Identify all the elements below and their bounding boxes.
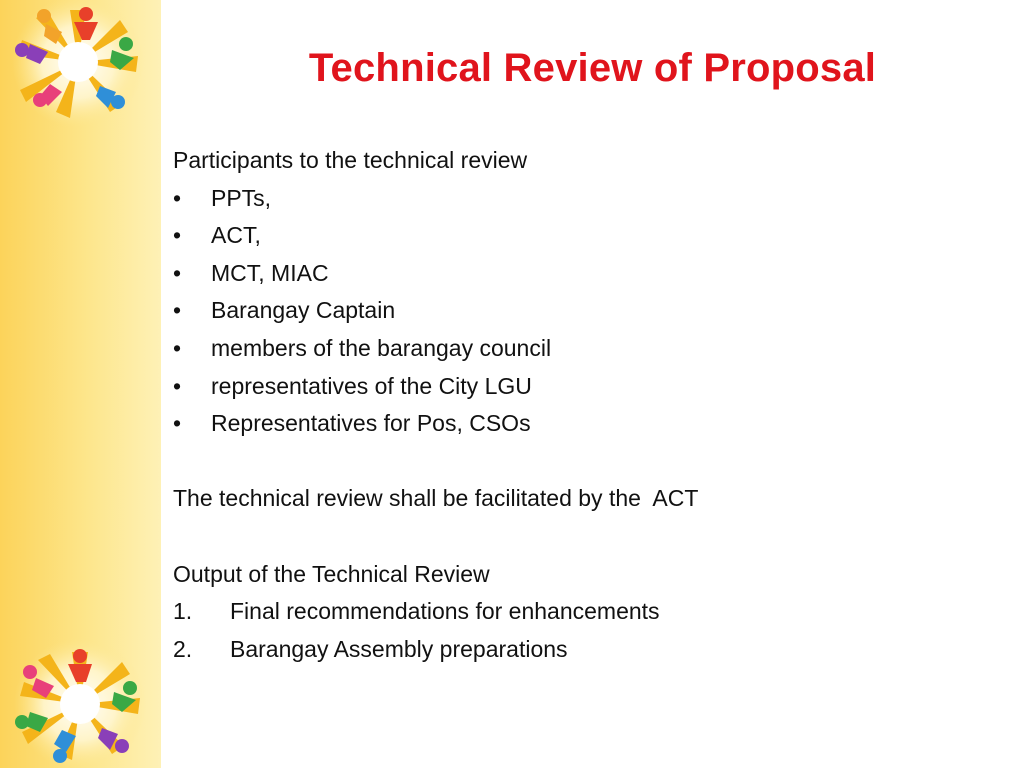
logo-top-svg — [0, 0, 161, 130]
facilitation-text: The technical review shall be facilitated by the ACT — [173, 485, 699, 512]
bullet-icon: • — [173, 372, 182, 399]
list-item — [173, 368, 993, 406]
slide-body — [173, 142, 993, 668]
list-item — [173, 593, 993, 631]
bullet-icon: • — [173, 334, 182, 361]
sidebar-strip — [0, 0, 161, 768]
participants-heading: Participants to the technical review — [173, 147, 528, 173]
participant-text: ACT, — [211, 222, 261, 249]
logo-bottom-svg — [0, 638, 161, 768]
paragraph-spacer — [173, 443, 993, 481]
list-item — [173, 180, 993, 218]
list-item — [173, 255, 993, 293]
participant-text: members of the barangay council — [211, 334, 552, 361]
output-text: Final recommendations for enhancements — [230, 598, 660, 625]
output-text: Barangay Assembly preparations — [230, 635, 568, 662]
list-item — [173, 217, 993, 255]
list-item — [173, 292, 993, 330]
participant-text: Barangay Captain — [211, 297, 396, 324]
people-circle-logo-icon — [0, 0, 161, 130]
bullet-icon: • — [173, 410, 182, 437]
list-item — [173, 330, 993, 368]
participant-text: Representatives for Pos, CSOs — [211, 410, 531, 437]
bullet-icon: • — [173, 297, 182, 324]
list-item — [173, 631, 993, 669]
bullet-icon: • — [173, 184, 182, 211]
list-number: 2. — [173, 635, 193, 662]
participant-text: MCT, MIAC — [211, 259, 329, 286]
bullet-icon: • — [173, 222, 182, 249]
participant-text: representatives of the City LGU — [211, 372, 532, 399]
people-circle-logo-icon — [0, 638, 161, 768]
list-number: 1. — [173, 598, 193, 625]
participant-text: PPTs, — [211, 184, 272, 211]
slide-title: Technical Review of Proposal — [308, 46, 877, 90]
list-item — [173, 405, 993, 443]
paragraph-spacer — [173, 518, 993, 556]
bullet-icon: • — [173, 259, 182, 286]
output-heading: Output of the Technical Review — [173, 560, 490, 587]
